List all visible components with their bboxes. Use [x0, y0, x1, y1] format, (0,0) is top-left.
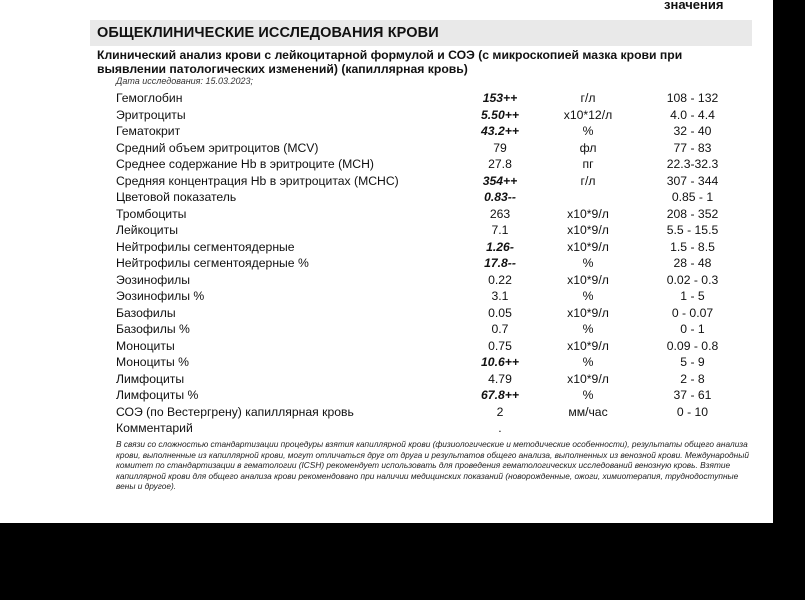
test-value: 153++: [482, 91, 518, 105]
reference-range: 0 - 0.07: [671, 305, 714, 320]
test-value: 263: [489, 206, 511, 221]
reference-range: 0.02 - 0.3: [666, 272, 719, 287]
reference-range: 5 - 9: [680, 355, 705, 369]
reference-range: 0 - 1: [680, 322, 705, 336]
test-value: 354++: [482, 173, 518, 188]
test-unit: %: [582, 256, 594, 270]
test-value: 43.2++: [481, 124, 519, 138]
test-value: 0.75: [488, 338, 512, 353]
test-name: Нейтрофилы сегментоядерные: [116, 239, 295, 254]
test-unit: %: [582, 388, 594, 402]
test-value: 0.83--: [484, 190, 516, 204]
test-name: Нейтрофилы сегментоядерные %: [116, 256, 309, 270]
test-name: Цветовой показатель: [116, 190, 237, 204]
test-value: 0.05: [488, 305, 512, 320]
reference-range: 4.0 - 4.4: [670, 107, 715, 122]
table-row: [0, 354, 773, 371]
test-unit: фл: [579, 140, 597, 155]
table-row: [0, 321, 773, 338]
reference-range: 22.3-32.3: [666, 157, 719, 171]
reference-range: 1 - 5: [680, 289, 705, 303]
test-name: СОЭ (по Вестергрену) капиллярная кровь: [116, 404, 354, 419]
test-value: 27.8: [488, 157, 512, 171]
test-value: .: [498, 421, 502, 435]
test-unit: пг: [582, 157, 594, 171]
table-row: [0, 338, 773, 355]
test-unit: %: [582, 355, 594, 369]
reference-range: 28 - 48: [673, 256, 712, 270]
test-unit: x10*9/л: [567, 206, 609, 221]
table-row: [0, 272, 773, 289]
table-row: [0, 189, 773, 206]
test-value: 2: [496, 404, 504, 419]
test-unit: г/л: [580, 173, 596, 188]
test-name: Средний объем эритроцитов (MCV): [116, 140, 319, 155]
test-unit: x10*9/л: [567, 239, 609, 254]
reference-range: 0.09 - 0.8: [666, 338, 719, 353]
test-name: Эозинофилы %: [116, 289, 205, 303]
test-value: 1.26-: [486, 239, 514, 254]
test-unit: г/л: [580, 91, 596, 105]
reference-range: 208 - 352: [666, 206, 719, 221]
test-name: Эритроциты: [116, 107, 186, 122]
test-value: 17.8--: [484, 256, 516, 270]
table-row: [0, 288, 773, 305]
table-row: [0, 222, 773, 239]
reference-range: 0.85 - 1: [671, 190, 714, 204]
table-row: [0, 371, 773, 388]
test-unit: x10*9/л: [567, 371, 609, 386]
table-row: [0, 387, 773, 404]
table-row: [0, 173, 773, 190]
test-unit: x10*12/л: [563, 107, 613, 122]
table-row: [0, 156, 773, 173]
test-name: Моноциты %: [116, 355, 189, 369]
table-row: [0, 140, 773, 157]
test-name: Лимфоциты %: [116, 388, 199, 402]
test-unit: %: [582, 322, 594, 336]
reference-range: 307 - 344: [666, 173, 719, 188]
test-value: 3.1: [491, 289, 509, 303]
test-name: Гемоглобин: [116, 91, 183, 105]
test-name: Средняя концентрация Hb в эритроцитах (MCHC): [116, 173, 399, 188]
table-row: [0, 420, 773, 437]
test-title: Клинический анализ крови с лейкоцитарной формулой и СОЭ (с микроскопией мазка крови при выявлении патологических изменений) (капиллярная кровь): [97, 48, 683, 76]
table-row: [0, 123, 773, 140]
reference-range: 108 - 132: [666, 91, 719, 105]
reference-range: 1.5 - 8.5: [670, 239, 715, 254]
test-unit: %: [582, 124, 594, 138]
test-value: 79: [493, 140, 507, 155]
test-name: Гематокрит: [116, 124, 181, 138]
table-row: [0, 90, 773, 107]
test-name: Лимфоциты: [116, 371, 185, 386]
test-value: 0.7: [491, 322, 509, 336]
test-name: Эозинофилы: [116, 272, 191, 287]
table-row: [0, 107, 773, 124]
reference-range: 32 - 40: [673, 124, 712, 138]
test-name: Среднее содержание Hb в эритроците (MCH): [116, 157, 374, 171]
test-name: Базофилы %: [116, 322, 190, 336]
study-date: Дата исследования: 15.03.2023;: [116, 76, 254, 86]
test-unit: %: [582, 289, 594, 303]
table-row: [0, 206, 773, 223]
test-unit: мм/час: [568, 404, 608, 419]
test-name: Базофилы: [116, 305, 176, 320]
reference-range: 77 - 83: [673, 140, 712, 155]
table-row: [0, 305, 773, 322]
test-name: Комментарий: [116, 421, 193, 435]
table-row: [0, 239, 773, 256]
reference-range: 2 - 8: [680, 371, 705, 386]
footnote: В связи со сложностью стандартизации процедуры взятия капиллярной крови (физиологические и методические особенности), результаты общего анализа крови, выполненные из капиллярной крови, могут отличаться друг от друга и результатов общего анализа, выполненных из венозной крови. Международный комитет по стандартизации в гематологии (ICSH) рекомендует использовать для проведения гематологических исследований венозную кровь. Взятие капиллярной крови для общего анализа крови рекомендовано при наличии медицинских показаний (новорожденные, ожоги, химиотерапия, труднодоступные вены и другое).: [116, 439, 749, 491]
test-unit: x10*9/л: [567, 223, 609, 237]
test-value: 0.22: [488, 272, 512, 287]
test-value: 10.6++: [481, 355, 519, 369]
test-unit: x10*9/л: [567, 305, 609, 320]
reference-range: 37 - 61: [673, 388, 712, 402]
test-name: Лейкоциты: [116, 223, 178, 237]
test-unit: x10*9/л: [567, 272, 609, 287]
test-value: 67.8++: [481, 388, 519, 402]
table-row: [0, 404, 773, 421]
section-title: ОБЩЕКЛИНИЧЕСКИЕ ИССЛЕДОВАНИЯ КРОВИ: [97, 25, 439, 41]
test-value: 4.79: [488, 371, 512, 386]
reference-range: 5.5 - 15.5: [666, 223, 719, 237]
test-unit: x10*9/л: [567, 338, 609, 353]
test-name: Тромбоциты: [116, 206, 187, 221]
reference-column-header: значения: [664, 0, 724, 12]
test-value: 5.50++: [481, 107, 519, 122]
table-row: [0, 255, 773, 272]
test-value: 7.1: [491, 223, 509, 237]
reference-range: 0 - 10: [676, 404, 709, 419]
results-table: [0, 90, 773, 437]
test-name: Моноциты: [116, 338, 175, 353]
